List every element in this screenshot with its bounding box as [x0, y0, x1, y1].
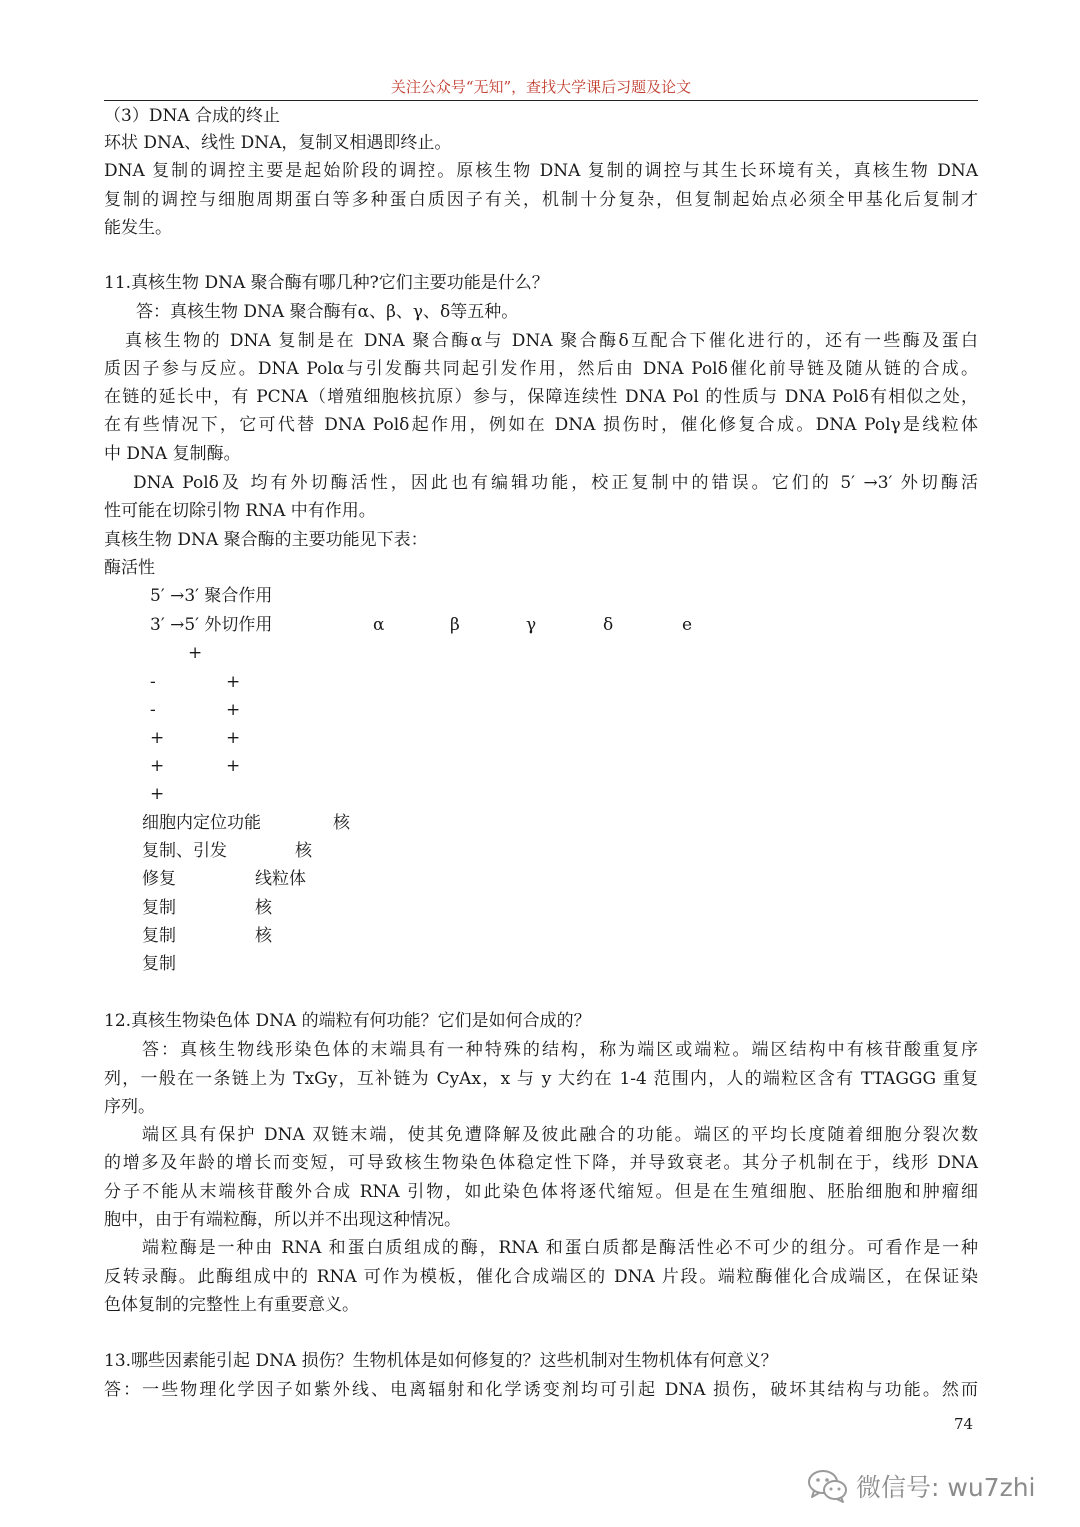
enzyme-alpha: α: [373, 615, 385, 635]
text-line: 复制的调控与细胞周期蛋白等多种蛋白质因子有关，机制十分复杂，但复制起始点必须全甲基化后复制才: [104, 190, 978, 210]
answer-line: 胞中，由于有端粒酶，所以并不出现这种情况。: [104, 1210, 461, 1230]
section-heading: （3）DNA 合成的终止: [104, 106, 281, 126]
question-13: 13.哪些因素能引起 DNA 损伤？生物机体是如何修复的？这些机制对生物机体有何意义？: [104, 1351, 778, 1371]
answer-line: 性可能在切除引物 RNA 中有作用。: [104, 501, 376, 521]
answer-line: 的增多及年龄的增长而变短，可导致核生物染色体稳定性下降，并导致衰老。其分子机制在于，线形 DNA: [104, 1153, 978, 1173]
table-cell: 线粒体: [255, 869, 306, 889]
table-cell: +: [150, 756, 165, 776]
table-cell: +: [188, 643, 203, 663]
watermark-text: 微信号: wu7zhi: [856, 1473, 1036, 1502]
table-cell: +: [226, 728, 241, 748]
answer-line: 在链的延长中，有 PCNA（增殖细胞核抗原）参与，保障连续性 DNA Pol 的性质与 DNA Polδ有相似之处，: [104, 387, 978, 407]
page-number: 74: [954, 1415, 974, 1433]
answer-line: 端粒酶是一种由 RNA 和蛋白质组成的酶，RNA 和蛋白质都是酶活性必不可少的组分。可看作是一种: [142, 1238, 978, 1258]
table-cell: 复制、引发: [142, 841, 227, 861]
table-row-label: 3′ →5′ 外切作用: [150, 615, 273, 635]
answer-line: 真核生物的 DNA 复制是在 DNA 聚合酶α与 DNA 聚合酶δ互配合下催化进行的，还有一些酶及蛋白: [125, 331, 978, 351]
table-cell: +: [150, 728, 165, 748]
answer-line: 答：真核生物线形染色体的末端具有一种特殊的结构，称为端区或端粒。端区结构中有核苷酸重复序: [142, 1040, 978, 1060]
table-cell: 核: [333, 813, 350, 833]
question-12: 12.真核生物染色体 DNA 的端粒有何功能？它们是如何合成的？: [104, 1011, 591, 1031]
table-cell: -: [150, 700, 156, 720]
answer-line: 反转录酶。此酶组成中的 RNA 可作为模板，催化合成端区的 DNA 片段。端粒酶催化合成端区，在保证染: [104, 1267, 978, 1287]
table-cell: 复制: [142, 954, 176, 974]
table-cell: +: [150, 784, 165, 804]
answer-line: 答：真核生物 DNA 聚合酶有α、β、γ、δ等五种。: [136, 302, 519, 322]
table-cell: 细胞内定位功能: [142, 813, 261, 833]
table-cell: 核: [255, 926, 272, 946]
answer-line: 质因子参与反应。DNA Polα与引发酶共同起引发作用，然后由 DNA Polδ催化前导链及随从链的合成。: [104, 359, 978, 379]
watermark: [806, 1466, 1035, 1506]
answer-line: 序列。: [104, 1097, 155, 1117]
table-cell: -: [150, 672, 156, 692]
table-cell: +: [226, 756, 241, 776]
table-cell: +: [226, 700, 241, 720]
table-row-label: 5′ →3′ 聚合作用: [150, 586, 273, 606]
answer-line: 分子不能从末端核苷酸外合成 RNA 引物，如此染色体将逐代缩短。但是在生殖细胞、胚胎细胞和肿瘤细: [104, 1182, 978, 1202]
text-line: 环状 DNA、线性 DNA，复制叉相遇即终止。: [104, 133, 452, 153]
table-cell: +: [226, 672, 241, 692]
table-cell: 核: [255, 898, 272, 918]
answer-line: 端区具有保护 DNA 双链末端，使其免遭降解及彼此融合的功能。端区的平均长度随着细胞分裂次数: [142, 1125, 978, 1145]
question-11: 11.真核生物 DNA 聚合酶有哪几种?它们主要功能是什么？: [104, 273, 549, 293]
answer-line: 中 DNA 复制酶。: [104, 444, 241, 464]
wechat-icon: [806, 1468, 850, 1504]
enzyme-gamma: γ: [526, 615, 537, 635]
text-line: 能发生。: [104, 218, 172, 238]
answer-line: 在有些情况下，它可代替 DNA Polδ起作用，例如在 DNA 损伤时，催化修复合成。DNA Polγ是线粒体: [104, 415, 978, 435]
table-cell: 修复: [142, 869, 176, 889]
table-cell: 核: [295, 841, 312, 861]
enzyme-beta: β: [450, 615, 460, 635]
table-cell: 复制: [142, 898, 176, 918]
text-line: DNA 复制的调控主要是起始阶段的调控。原核生物 DNA 复制的调控与其生长环境有关，真核生物 DNA: [104, 161, 978, 181]
answer-line: 答：一些物理化学因子如紫外线、电离辐射和化学诱变剂均可引起 DNA 损伤，破坏其结构与功能。然而: [104, 1380, 978, 1400]
table-heading: 酶活性: [104, 558, 155, 578]
answer-line: 列，一般在一条链上为 TxGy，互补链为 CyAx，x 与 y 大约在 1-4 范围内，人的端粒区含有 TTAGGG 重复: [104, 1069, 978, 1089]
table-cell: 复制: [142, 926, 176, 946]
enzyme-epsilon: e: [682, 615, 693, 635]
answer-line: DNA Polδ及 均有外切酶活性，因此也有编辑功能，校正复制中的错误。它们的 5′ →3′ 外切酶活: [133, 473, 978, 493]
page-header: 关注公众号“无知”，查找大学课后习题及论文: [104, 76, 978, 101]
answer-line: 真核生物 DNA 聚合酶的主要功能见下表：: [104, 530, 428, 550]
enzyme-delta: δ: [603, 615, 614, 635]
answer-line: 色体复制的完整性上有重要意义。: [104, 1295, 359, 1315]
